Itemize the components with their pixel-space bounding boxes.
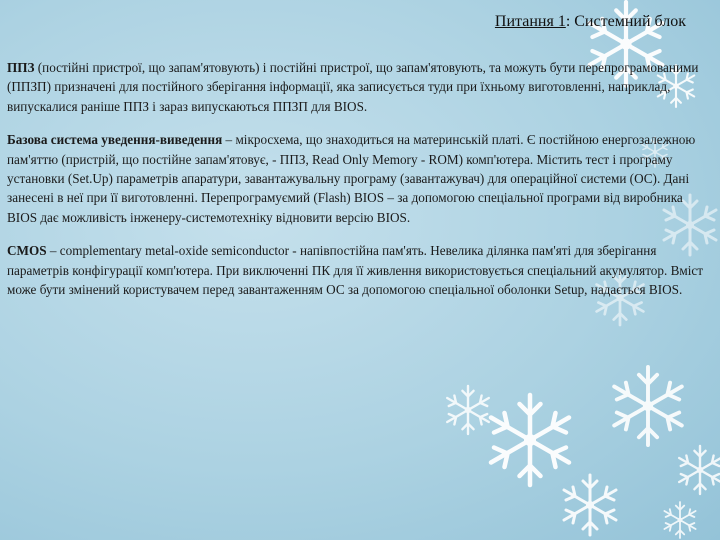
snowflake-icon [564, 475, 616, 535]
term-cmos: CMOS [7, 243, 47, 259]
slide-body [7, 58, 711, 313]
paragraph-cmos-text: – complementary metal-oxide semiconductor - напівпостійна пам'ять. Невелика ділянка пам'яті для зберігання параметрів конфігурації комп'ютера. При виключенні ПК для її живлення використовується спеціальний акумулятор. Вміст може бути змінений користувачем перед завантаженням ОС за допомогою спеціальної оболонки Setup, надається BIOS. [7, 243, 703, 298]
paragraph-bios-text: – мікросхема, що знаходиться на материнській платі. Є постійною енергозалежною пам'яттю (пристрій, що постійне запам'ятовує, - ППЗ, Read Only Memory - ROM) комп'ютера. Містить тест і програму установки (Set.Up) параметрів апаратури, завантажувальну програму (завантажувач) для операційної системи (ОС). Дані занесені в неї при її виготовленні. Перепрограмуємий (Flash) BIOS – за допомогою спеціальної програми від виробника BIOS дає можливість інженеру-системотехніку відновити версію BIOS. [7, 132, 696, 225]
snowflake-icon [447, 386, 489, 434]
snowflake-icon [491, 395, 569, 485]
snowflake-icon [664, 502, 695, 538]
term-bios: Базова система уведення-виведення [7, 132, 223, 148]
snowflake-icon [679, 446, 720, 494]
paragraph-bios [7, 130, 711, 227]
slide-title [0, 13, 686, 31]
title-rest: : Системний блок [565, 13, 686, 30]
paragraph-ppz-text: (постійні пристрої, що запам'ятовують) і постійні пристрої, що запам'ятовують, та можуть бути перепрограмованими (ППЗП) призначені для постійного зберігання інформації, яка записується туди при їхньому виготовленні, наприклад, випускалися раніше ППЗ і зараз випускаються ППЗП для BIOS. [7, 60, 699, 114]
snowflake-icon [614, 367, 682, 445]
paragraph-cmos [7, 241, 711, 299]
paragraph-ppz [7, 58, 711, 116]
term-ppz: ППЗ [7, 60, 35, 75]
title-underlined: Питання 1 [494, 13, 566, 30]
